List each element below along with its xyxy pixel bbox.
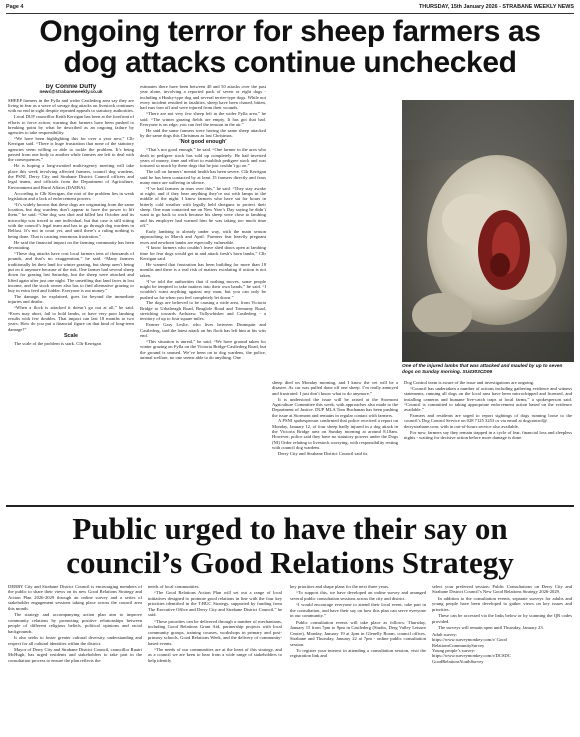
paragraph: According to Cllr Kerrigan, the root of the problem lies in weak legislation and a lack of enforcement powers. (8, 190, 134, 201)
survey-link-youth-cont[interactable]: GoodRelationsYouthSurvey (432, 658, 484, 664)
injured-lamb-image (402, 100, 574, 362)
survey-link-youth[interactable]: https://www.surveymonkey.com/r/DCSDC (432, 653, 511, 659)
paragraph: SHEEP farmers in the Fylla and wider Castlederg area say they are living in fear as a wave of savage dog attacks on livestock continues with no end in sight despite repeated appeals to statutory authorities. (8, 97, 134, 114)
byline-email: news@strabaneweekly.co.uk (39, 89, 103, 95)
paragraph: DERRY City and Strabane District Council is encouraging members of the public to share their views on its new Good Relations Strategy and Action Plan 2026-2029 through an online survey and a series of stakeholder engagement sessions taking place across the council area this month. (8, 584, 142, 611)
paragraph: Mayor of Derry City and Strabane District Council, councillor Ruairi McHugh, has urged residents and stakeholders to take part in the consultation process to ensure the plan reflects the (8, 646, 142, 663)
story2-headline (8, 512, 572, 580)
lamb-photo (402, 100, 574, 362)
story2-column-1 (8, 584, 142, 734)
paragraph: Local DUP councillor Keith Kerrigan has been at the forefront of efforts to force action, warning that farmers have been pushed to breaking point by what he described as an ongoing failure by agencies to take responsibility. (8, 114, 134, 136)
story1-column-3b (272, 380, 398, 502)
paragraph: He warned that frustration has been building for more than 18 months and there is a real risk of matters escalating if action is not taken. (140, 262, 266, 278)
paragraph: To register your interest in attending a consultation session, visit the registration link and (290, 647, 426, 659)
paragraph: derrystrabane.com, with in out-of-hours service also available. (404, 424, 519, 430)
story1-headline-line2: dog attacks continue unchecked (63, 46, 517, 79)
paragraph: In addition to the consultation events, separate surveys for adults and young people have been developed to gather views on key issues and priorities. (432, 595, 572, 612)
paragraph: “These dog attacks have cost local farmers tens of thousands of pounds, and that’s no exaggeration,” he said. “Many farmers traditionally let their land for winter grazing, but sheep aren’t being put on it anymore because of the risk. One farmer had several sheep down for grazing last Saturday, but the sheep were attacked and lifted again after just one night. The unsettling that land faces in lost income, and the stock owner also has to find alternative grazing or buy in extra feed and fodder. Everyone is out money.” (8, 250, 134, 294)
paragraph: “This situation is unreal,” he said. “We have ground taken for winter grazing on Fylla on the Victoria Bridge-Castlederg Road, but the ground is unused. We’ve been on to dog wardens, the police, animal welfare, no one seems able to do anything. One (140, 338, 266, 360)
paragraph: “There are not very few sheep left in the wider Fylla area,” he said. “The winter grazing fields are empty. It has got that bad. Everyone is on edge, you can feel the tension in the air.” (140, 111, 266, 127)
section-divider (6, 505, 574, 507)
story2-column-2 (148, 584, 282, 734)
paragraph: He is hoping a long-awaited multi-agency meeting will take place this week involving affected farmers, council dog wardens, the PSNI, Derry City and Strabane District Council officers and legal teams, and officials from the Department of Agriculture, Environment and Rural Affairs (DAERA). (8, 163, 134, 190)
paragraph: “I know farmers who couldn’t leave shed doors open at lambing time for fear dogs would get in and attack fresh’s born lambs,” Cllr Kerrigan said. (140, 245, 266, 262)
paragraph: He said the same farmers were having the same sheep attacked by the same dogs this Christmas as last Christmas. (140, 127, 266, 139)
paragraph: “We have been highlighting this for over a year now,” Cllr Kerrigan said. “There is huge frustration that none of the statutory agencies seem willing or able to tackle the problem. It’s being passed from one body to another while farmers are left to deal with the consequences.” (8, 136, 134, 163)
paragraph: “The needs of our communities are at the heart of this strategy, and as a council we are keen to hear from a wide range of stakeholders to help identify (148, 646, 282, 663)
photo-caption: One of the injured lambs that was attacked and mauled by up to seven dogs on Sunday morning. SU4303CD06 (402, 364, 563, 375)
page-number: Page 4 (6, 4, 24, 10)
paragraph: It also seeks to foster greater cultural diversity, understanding and respect for all cultural identities within the district. (8, 635, 142, 646)
paragraph: “I’ve had farmers in tears over this,” he said. “They stay awake at night, and if they hear anything they’re out with lamps in the middle of the night. I know farmers who have sat for hours in bitterly cold weather with legally held shotguns to protect their sheep. One man contacted me on New Year’s Day saying he didn’t want to go back to work because his sheep were close to lambing and his employer had warned him he was taking too much time off.” (140, 185, 266, 229)
paragraph: It is understood the issue will be raised at the Stormont Agriculture Committee this week, with approaches also made to the Department of Justice. DUP MLA Tom Buchanan has been pushing the issue at Stormont and remains in regular contact with farmers. (272, 396, 398, 418)
paragraph: “The Good Relations Action Plan will set out a range of local initiatives designed to promote good relations in line with the four key priorities identified in the T:BUC Strategy, supported by funding from The Executive Office and Derry City and Strabane District Council,” he said. (148, 590, 282, 618)
story2-column-3 (290, 584, 426, 734)
paragraph: “To support this, we have developed an online survey and arranged several public consultation sessions across the city and district. (290, 590, 426, 601)
survey-link-adult[interactable]: https://www.surveymonkey.com/r/ Good (432, 637, 507, 643)
paragraph: “It’s widely known that these dogs are originating from the same location, but dog wardens don’t appear to have the power to lift them,” he said. “One dog was shot and killed last October and its microchip was traced to one individual, but that case is still sitting with the council’s legal team and has to go through dog wardens in Belfast. It’s not in court yet, and until there’s a ruling nothing is being done. That is causing enormous frustration.” (8, 201, 134, 239)
story1-column-2 (140, 84, 266, 502)
byline: by Connie Duffy (45, 84, 97, 90)
subheading: 'Not good enough' (179, 139, 227, 146)
story2-headline-line2: council’s Good Relations Strategy (66, 545, 514, 580)
paragraph: Early lambing is already under way, with the main season approaching in March and April. Farmers fear heavily pregnant ewes and newborn lambs are especially vulnerable. (140, 228, 266, 245)
paragraph: “I’ve told the authorities that if nothing moves, some people might be tempted to take matters into their own hands,” he said. “I wouldn’t want anything against any man, but you can only be pushed so far when you feel completely let down.” (140, 278, 266, 300)
survey-label-adult: Adult survey: (432, 631, 458, 637)
paragraph: Farmer Gary Leslie, who lives between Drumquin and Castlederg, said the latest attack on his flock has left him at his wits end. (140, 322, 266, 338)
paragraph: estimates there have been between 40 and 50 attacks over the past year alone, involving a reported pack of seven or eight dogs - including a Husky-type dog and several terrier-type dogs. While not every incident resulted in fatalities, sheep have been chased, bitten, had ears torn off and were injured from their wounds. (140, 84, 266, 111)
paragraph: key priorities and shape plans for the next three years. (290, 584, 390, 589)
story1-headline-line1: Ongoing terror for sheep farmers as (39, 15, 541, 48)
paragraph: He said the financial impact on the farming community has been devastating. (8, 239, 134, 250)
paragraph: The surveys will remain open until Thursday, January 23. (438, 625, 544, 631)
paragraph: “I would encourage everyone to attend their local event, take part in the consultation, and have their say on how this plan can serve everyone in our community.” (290, 602, 426, 619)
page-header (6, 2, 574, 14)
survey-link-adult-cont[interactable]: RelationsCommunitySurvey (432, 642, 485, 648)
story1-column-1 (8, 84, 134, 502)
paragraph: These can be accessed via the links below or by scanning the QR codes provided. (432, 613, 572, 624)
story2-headline-line1: Public urged to have their say on (72, 511, 508, 546)
paragraph: Farmers and residents are urged to report sightings of dogs running loose to the council’s Dog Control Service on 028 7125 3253 or via email at dogcontrol@ (404, 413, 572, 424)
paragraph: The dogs are believed to be causing a wide area, from Victoria Bridge to Urbalreagh Road, Beaglole Road and Trienurny Road, stretching towards Ardstraw, Tullywhisker and Castlederg - a territory of up to four square miles. (140, 300, 266, 322)
paragraph: needs of local communities. (148, 584, 200, 589)
paragraph: Derry City and Strabane District Council said its (278, 450, 368, 456)
survey-label-youth: Young people’s survey: (432, 647, 476, 653)
paragraph: “When a flock is attacked it doesn’t go out at all,” he said. “Ewes may abort, fail to hold lambs, or have very poor lambing results with few doubles. That impact can last 18 months to two years. How do you put a financial figure on that kind of long-term damage?” (8, 305, 134, 332)
issue-date: THURSDAY, 15th January 2026 - STRABANE WEEKLY NEWS (419, 4, 574, 10)
paragraph: “These priorities can be delivered through a number of mechanisms, including Good Relations Grant Aid, partnership projects with local community groups, training courses, workshops in primary and post-primary schools, Good Relations Week, and the delivery of community-based events. (148, 618, 282, 646)
paragraph: “Council has undertaken a number of actions including gathering evidence and witness statements, running all dogs on the local area have been microchipped and licensed, and installing cameras and humane live-catch traps at local farms,” a spokesperson said. “Council is committed to taking appropriate enforcement action based on the evidence available.” (404, 385, 572, 413)
paragraph: The toll on farmers’ mental health has been severe. Cllr Kerrigan said he has been contacted by at least 15 farmers directly and fears many more are suffering in silence. (140, 169, 266, 185)
story1-headline (8, 16, 572, 78)
story1-column-4 (404, 380, 572, 502)
subheading: Scale (63, 332, 79, 339)
paragraph: The scale of the problem is stark. Cllr Kerrigan (14, 340, 101, 346)
paragraph: “That’s not good enough,” he said. “One farmer in the area who dealt in pedigree stock has sold up completely. He had invested years of money, time and effort to establish pedigree stock and was tortured so much by these dogs that he just couldn’t go on.” (140, 147, 266, 169)
paragraph: A PSNI spokesperson confirmed that police received a report on Monday, January 12, of four sheep badly injured in a dog attack in the Victoria Bridge area on Sunday morning at around 8.10am. However, police said they have no statutory powers under the Dogs (NI) Order relating to livestock worrying, with responsibility resting with council dog wardens. (272, 418, 398, 451)
paragraph: For now, farmers say they remain trapped in a cycle of fear, financial loss and sleepless nights - waiting for decisive action before more damage is done. (404, 430, 572, 441)
paragraph: sheep died on Monday morning, and I know the vet will be a disaster. As car was pulled done off one sheep. I’m really annoyed and frustrated. I just don’t know what to do anymore.” (272, 380, 398, 396)
paragraph: Public consultation events will take place as follows: Thursday, January 15 from 7pm to 9pm in Castlederg (Studio, Derg Valley Leisure Centre), Monday, January 19 at 2pm in Glenelly Room, council offices, Strabane and Thursday, January 22 at 7pm - online public consultation session. (290, 619, 426, 647)
paragraph: Dog Control team is aware of the issue and investigations are ongoing. (404, 380, 535, 385)
story2-column-4 (432, 584, 572, 734)
paragraph: The damage, he explained, goes far beyond the immediate injuries and deaths. (8, 294, 134, 305)
paragraph: The strategy and accompanying action plan aim to improve community relations by promoting positive relationships between people of different religious beliefs, political opinions and racial backgrounds. (8, 612, 142, 634)
paragraph: select your preferred session: Public Consultations on Derry City and Strabane District Council’s New Good Relations Strategy 2026-2029. (432, 584, 572, 595)
